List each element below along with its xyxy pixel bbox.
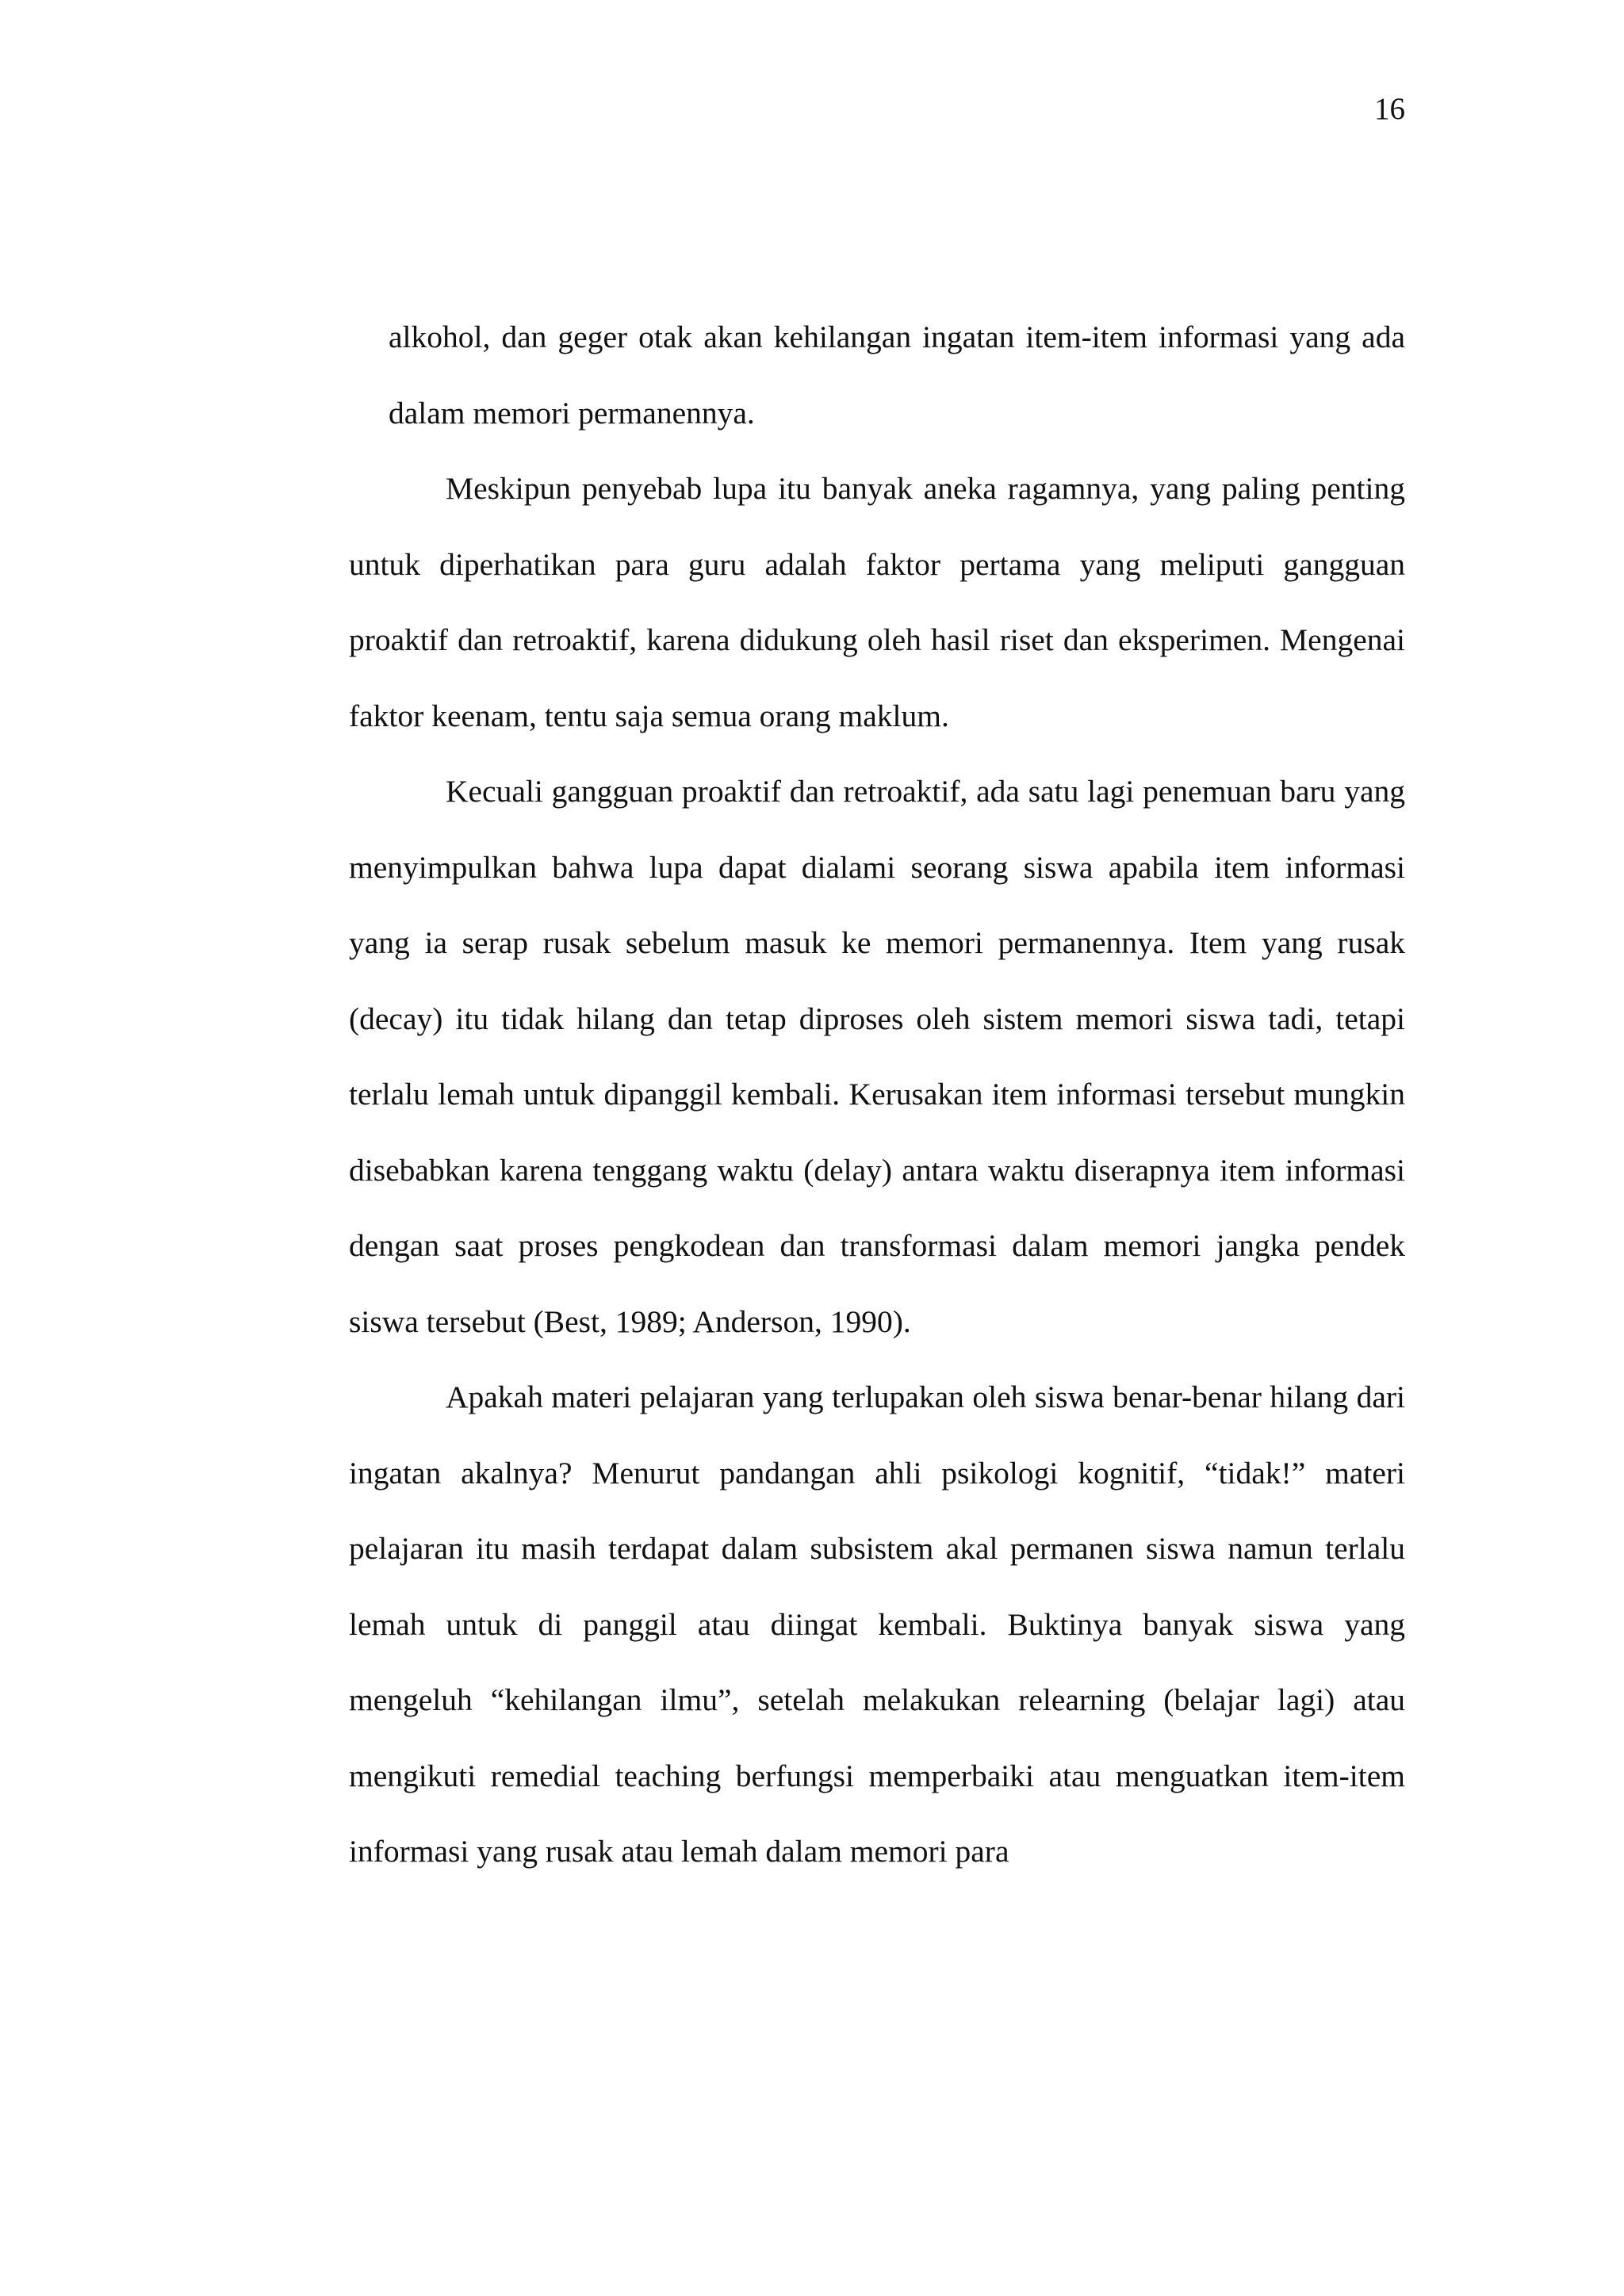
paragraph-penyebab-lupa: Meskipun penyebab lupa itu banyak aneka ragamnya, yang paling penting untuk diperhatikan para guru adalah faktor pertama yang meliputi gangguan proaktif dan retroaktif, karena didukung oleh hasil riset dan eksperimen. Mengenai faktor keenam, tentu saja semua orang maklum.	[349, 471, 1405, 733]
paragraph-materi-pelajaran: Apakah materi pelajaran yang terlupakan oleh siswa benar-benar hilang dari ingatan akalnya? Menurut pandangan ahli psikologi kognitif, “tidak!” materi pelajaran itu masih terdapat dalam subsistem akal permanen siswa namun terlalu lemah untuk di panggil atau diingat kembali. Buktinya banyak siswa yang mengeluh “kehilangan ilmu”, setelah melakukan relearning (belajar lagi) atau mengikuti remedial teaching berfungsi memperbaiki atau menguatkan item-item informasi yang rusak atau lemah dalam memori para	[349, 1380, 1405, 1869]
paragraph-continued: alkohol, dan geger otak akan kehilangan ingatan item-item informasi yang ada dalam memori permanennya.	[389, 320, 1405, 430]
document-body	[349, 300, 1405, 1890]
paragraph-decay: Kecuali gangguan proaktif dan retroaktif, ada satu lagi penemuan baru yang menyimpulkan bahwa lupa dapat dialami seorang siswa apabila item informasi yang ia serap rusak sebelum masuk ke memori permanennya. Item yang rusak (decay) itu tidak hilang dan tetap diproses oleh sistem memori siswa tadi, tetapi terlalu lemah untuk dipanggil kembali. Kerusakan item informasi tersebut mungkin disebabkan karena tenggang waktu (delay) antara waktu diserapnya item informasi dengan saat proses pengkodean dan transformasi dalam memori jangka pendek siswa tersebut (Best, 1989; Anderson, 1990).	[349, 774, 1405, 1339]
page-number: 16	[1374, 92, 1405, 126]
